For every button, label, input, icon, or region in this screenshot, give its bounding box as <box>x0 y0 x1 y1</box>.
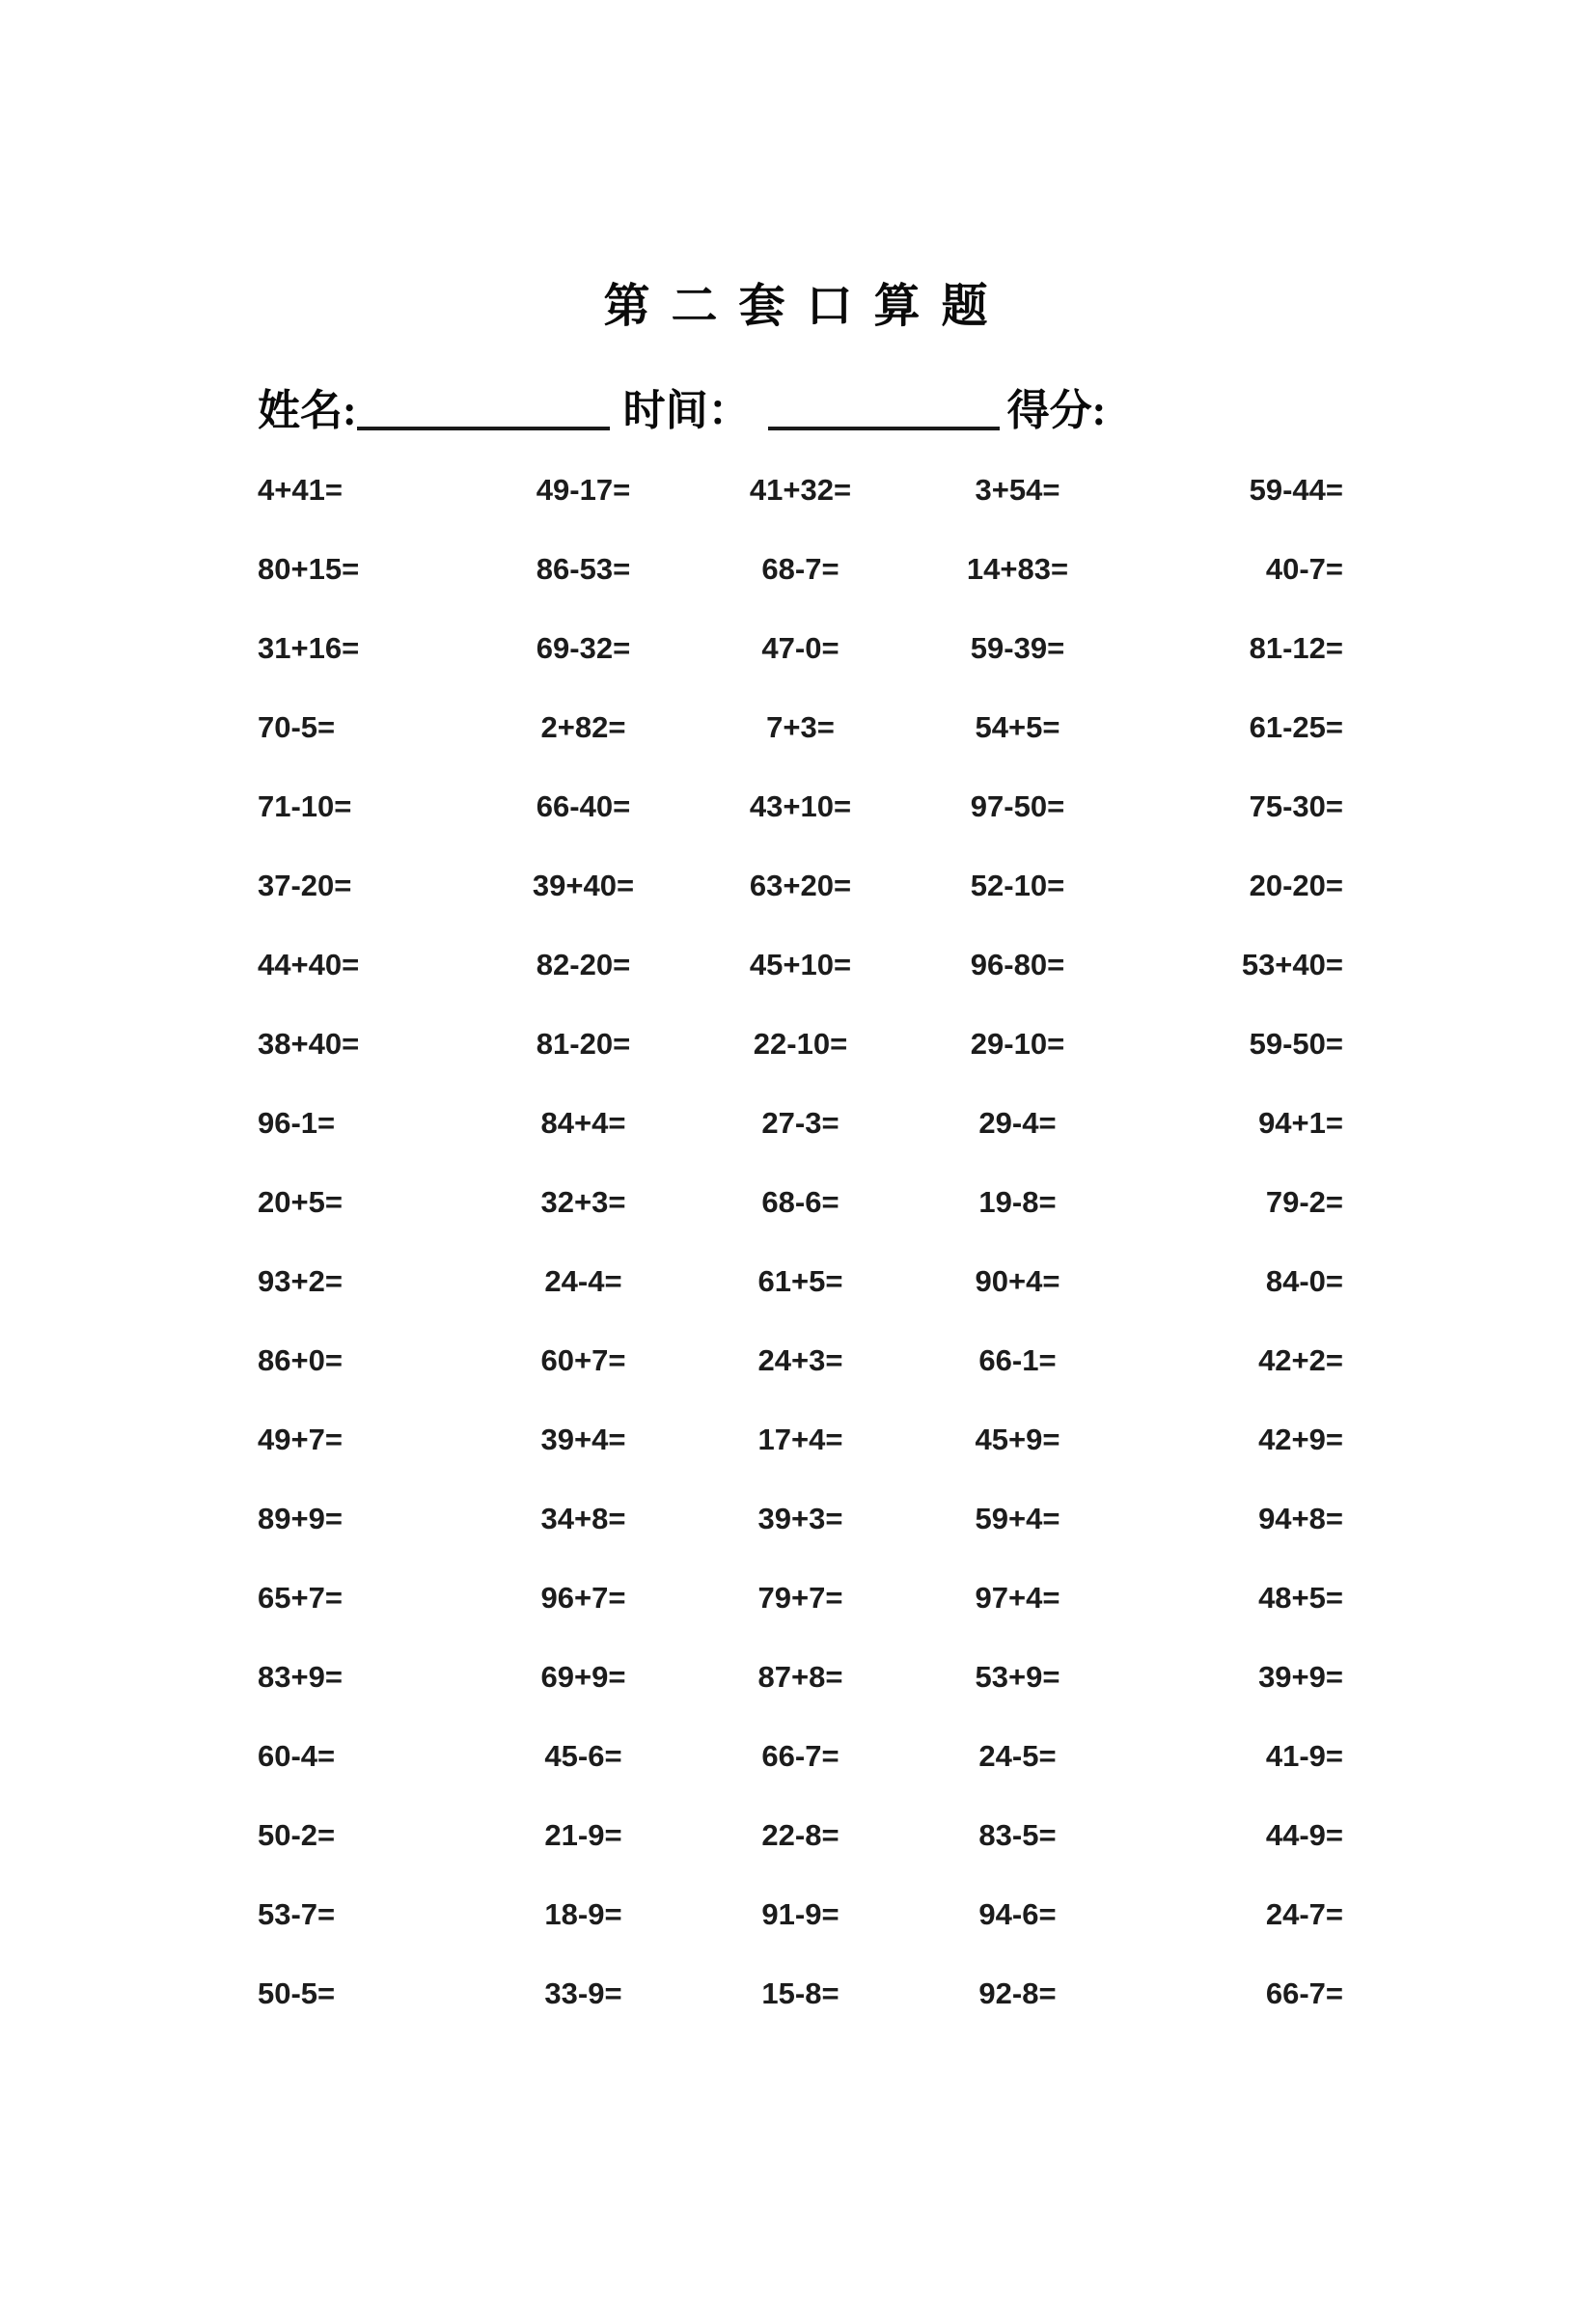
problem-cell: 79+7= <box>757 1581 843 1615</box>
problem-cell: 59+4= <box>975 1502 1060 1535</box>
problem-cell: 24-7= <box>1265 1897 1343 1931</box>
problem-cell: 87+8= <box>757 1660 843 1694</box>
problem-cell: 52-10= <box>970 869 1065 902</box>
problem-cell: 68-6= <box>761 1185 839 1219</box>
problem-cell: 41+32= <box>749 473 852 507</box>
problem-cell: 15-8= <box>761 1976 839 2010</box>
problem-cell: 38+40= <box>258 1027 360 1061</box>
problem-cell: 7+3= <box>766 710 835 744</box>
problem-cell: 96+7= <box>540 1581 626 1615</box>
problem-cell: 50-2= <box>258 1818 336 1852</box>
problem-cell: 31+16= <box>258 631 360 665</box>
problem-cell: 44+40= <box>258 948 360 981</box>
problem-cell: 32+3= <box>540 1185 626 1219</box>
problem-cell: 17+4= <box>757 1423 843 1456</box>
problem-cell: 44-9= <box>1265 1818 1343 1852</box>
problem-cell: 96-1= <box>258 1106 336 1140</box>
name-label: 姓名: <box>258 387 357 434</box>
problem-cell: 20-20= <box>1249 869 1343 902</box>
problem-cell: 2+82= <box>540 710 626 744</box>
problem-cell: 69-32= <box>536 631 631 665</box>
problem-cell: 4+41= <box>258 473 343 507</box>
problem-cell: 59-44= <box>1249 473 1343 507</box>
name-blank-line <box>357 388 610 430</box>
problem-cell: 49+7= <box>258 1423 343 1456</box>
problem-cell: 22-10= <box>753 1027 848 1061</box>
problem-cell: 81-12= <box>1249 631 1343 665</box>
problem-cell: 65+7= <box>258 1581 343 1615</box>
problem-cell: 83+9= <box>258 1660 343 1694</box>
problem-cell: 61+5= <box>757 1264 843 1298</box>
problem-cell: 61-25= <box>1249 710 1343 744</box>
problem-cell: 49-17= <box>536 473 631 507</box>
problem-cell: 29-10= <box>970 1027 1065 1061</box>
problem-cell: 79-2= <box>1265 1185 1343 1219</box>
problem-cell: 53+9= <box>975 1660 1060 1694</box>
problem-cell: 39+9= <box>1258 1660 1343 1694</box>
score-label: 得分: <box>1006 387 1107 434</box>
problem-cell: 92-8= <box>978 1976 1057 2010</box>
page-title: 第 二 套 口 算 题 <box>603 281 993 332</box>
problem-cell: 41-9= <box>1265 1739 1343 1773</box>
problem-cell: 68-7= <box>761 552 839 586</box>
problem-cell: 43+10= <box>749 789 852 823</box>
problem-cell: 29-4= <box>978 1106 1057 1140</box>
problem-cell: 48+5= <box>1258 1581 1343 1615</box>
problem-cell: 97-50= <box>970 789 1065 823</box>
problem-cell: 45+9= <box>975 1423 1060 1456</box>
problem-cell: 60+7= <box>540 1343 626 1377</box>
time-label: 时间： <box>622 387 751 434</box>
problem-cell: 39+4= <box>540 1423 626 1456</box>
problem-cell: 34+8= <box>540 1502 626 1535</box>
problem-cell: 19-8= <box>978 1185 1057 1219</box>
problem-cell: 20+5= <box>258 1185 343 1219</box>
problem-cell: 63+20= <box>749 869 852 902</box>
problem-cell: 81-20= <box>536 1027 631 1061</box>
problem-cell: 24-5= <box>978 1739 1057 1773</box>
problem-cell: 96-80= <box>970 948 1065 981</box>
problems-grid <box>258 451 1343 2033</box>
problem-cell: 97+4= <box>975 1581 1060 1615</box>
problem-cell: 84+4= <box>540 1106 626 1140</box>
problem-cell: 86+0= <box>258 1343 343 1377</box>
problem-cell: 42+9= <box>1258 1423 1343 1456</box>
problem-cell: 69+9= <box>540 1660 626 1694</box>
problem-cell: 90+4= <box>975 1264 1060 1298</box>
problem-cell: 66-40= <box>536 789 631 823</box>
problem-cell: 71-10= <box>258 789 352 823</box>
problem-cell: 53+40= <box>1241 948 1343 981</box>
problem-cell: 93+2= <box>258 1264 343 1298</box>
problem-cell: 45-6= <box>544 1739 622 1773</box>
problem-cell: 3+54= <box>975 473 1060 507</box>
problem-cell: 22-8= <box>761 1818 839 1852</box>
problem-cell: 45+10= <box>749 948 852 981</box>
problem-cell: 94-6= <box>978 1897 1057 1931</box>
problem-cell: 21-9= <box>544 1818 622 1852</box>
problem-cell: 59-50= <box>1249 1027 1343 1061</box>
problem-cell: 66-7= <box>761 1739 839 1773</box>
problem-cell: 70-5= <box>258 710 336 744</box>
meta-line <box>258 375 1343 437</box>
problem-cell: 42+2= <box>1258 1343 1343 1377</box>
problem-cell: 50-5= <box>258 1976 336 2010</box>
problem-cell: 82-20= <box>536 948 631 981</box>
problem-cell: 66-7= <box>1265 1976 1343 2010</box>
problem-cell: 24-4= <box>544 1264 622 1298</box>
problem-cell: 40-7= <box>1265 552 1343 586</box>
problem-cell: 27-3= <box>761 1106 839 1140</box>
problem-cell: 54+5= <box>975 710 1060 744</box>
problem-cell: 83-5= <box>978 1818 1057 1852</box>
problem-cell: 47-0= <box>761 631 839 665</box>
problem-cell: 18-9= <box>544 1897 622 1931</box>
problem-cell: 84-0= <box>1265 1264 1343 1298</box>
problem-cell: 37-20= <box>258 869 352 902</box>
time-blank-line <box>768 388 1000 430</box>
problem-cell: 66-1= <box>978 1343 1057 1377</box>
problem-cell: 53-7= <box>258 1897 336 1931</box>
problem-cell: 59-39= <box>970 631 1065 665</box>
problem-cell: 75-30= <box>1249 789 1343 823</box>
problem-cell: 86-53= <box>536 552 631 586</box>
problem-cell: 94+1= <box>1258 1106 1343 1140</box>
problem-cell: 60-4= <box>258 1739 336 1773</box>
problem-cell: 80+15= <box>258 552 360 586</box>
problem-cell: 89+9= <box>258 1502 343 1535</box>
problem-cell: 33-9= <box>544 1976 622 2010</box>
problem-cell: 94+8= <box>1258 1502 1343 1535</box>
problem-cell: 91-9= <box>761 1897 839 1931</box>
problem-cell: 39+3= <box>757 1502 843 1535</box>
problem-cell: 24+3= <box>757 1343 843 1377</box>
problem-cell: 39+40= <box>532 869 635 902</box>
problem-cell: 14+83= <box>966 552 1069 586</box>
